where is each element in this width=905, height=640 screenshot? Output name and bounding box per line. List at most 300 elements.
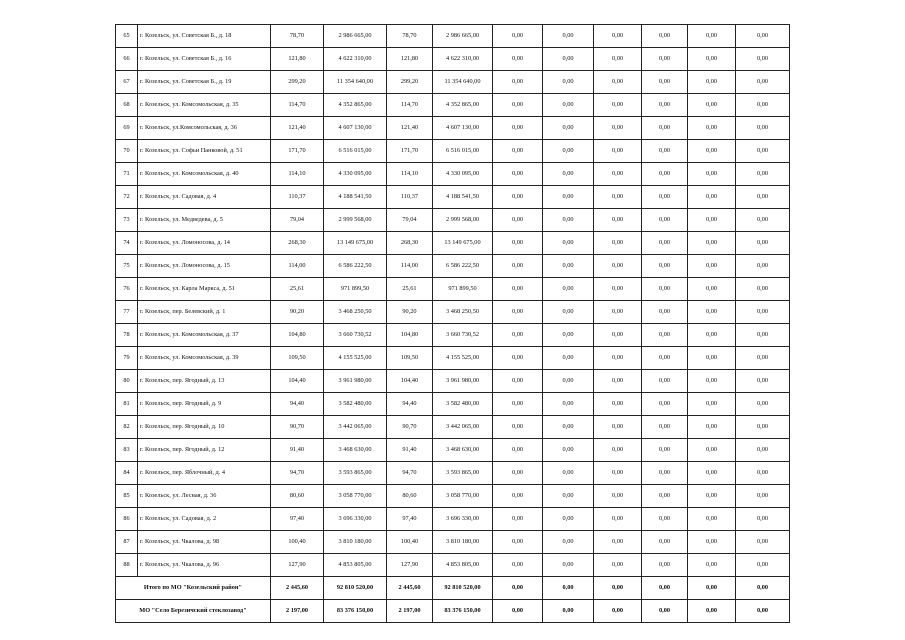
address-cell: г. Козельск, ул. Софьи Панковой, д. 51 — [138, 140, 271, 163]
area-cell: 104,40 — [271, 370, 324, 393]
value-cell: 0,00 — [642, 232, 688, 255]
value-cell: 0,00 — [543, 485, 594, 508]
area-cell: 109,50 — [387, 347, 433, 370]
value-cell: 0,00 — [736, 347, 790, 370]
area-cell: 94,70 — [271, 462, 324, 485]
value-cell: 0,00 — [493, 278, 543, 301]
value-cell: 0,00 — [493, 301, 543, 324]
value-cell: 0,00 — [736, 393, 790, 416]
area-cell: 114,00 — [271, 255, 324, 278]
cost-cell: 971 899,50 — [433, 278, 493, 301]
address-cell: г. Козельск, пер. Белевский, д. 1 — [138, 301, 271, 324]
area-cell: 97,40 — [271, 508, 324, 531]
value-cell: 0,00 — [642, 117, 688, 140]
value-cell: 0,00 — [543, 71, 594, 94]
total-value-cell: 0,00 — [594, 600, 642, 623]
area-cell: 91,40 — [271, 439, 324, 462]
value-cell: 0,00 — [543, 209, 594, 232]
total-value-cell: 0,00 — [736, 577, 790, 600]
value-cell: 0,00 — [642, 301, 688, 324]
cost-cell: 11 354 640,00 — [433, 71, 493, 94]
cost-cell: 4 330 095,00 — [324, 163, 387, 186]
row-number: 68 — [116, 94, 138, 117]
value-cell: 0,00 — [642, 531, 688, 554]
cost-cell: 6 586 222,50 — [433, 255, 493, 278]
total-value-cell: 0,00 — [642, 600, 688, 623]
value-cell: 0,00 — [493, 71, 543, 94]
value-cell: 0,00 — [642, 278, 688, 301]
area-cell: 90,20 — [271, 301, 324, 324]
value-cell: 0,00 — [543, 393, 594, 416]
value-cell: 0,00 — [493, 25, 543, 48]
cost-cell: 13 149 675,00 — [324, 232, 387, 255]
row-number: 80 — [116, 370, 138, 393]
value-cell: 0,00 — [594, 48, 642, 71]
cost-cell: 4 607 130,00 — [324, 117, 387, 140]
value-cell: 0,00 — [688, 71, 736, 94]
value-cell: 0,00 — [493, 186, 543, 209]
table-row — [116, 531, 790, 554]
value-cell: 0,00 — [594, 347, 642, 370]
area-cell: 114,70 — [271, 94, 324, 117]
area-cell: 79,04 — [387, 209, 433, 232]
table-row — [116, 140, 790, 163]
value-cell: 0,00 — [688, 255, 736, 278]
table-row — [116, 301, 790, 324]
cost-cell: 4 622 310,00 — [324, 48, 387, 71]
value-cell: 0,00 — [543, 140, 594, 163]
cost-cell: 3 961 980,00 — [433, 370, 493, 393]
cost-cell: 3 660 730,52 — [433, 324, 493, 347]
value-cell: 0,00 — [642, 347, 688, 370]
value-cell: 0,00 — [688, 439, 736, 462]
area-cell: 114,70 — [387, 94, 433, 117]
area-cell: 114,10 — [271, 163, 324, 186]
value-cell: 0,00 — [688, 48, 736, 71]
value-cell: 0,00 — [642, 462, 688, 485]
total-row — [116, 600, 790, 623]
row-number: 86 — [116, 508, 138, 531]
value-cell: 0,00 — [594, 508, 642, 531]
cost-cell: 11 354 640,00 — [324, 71, 387, 94]
value-cell: 0,00 — [642, 439, 688, 462]
row-number: 82 — [116, 416, 138, 439]
value-cell: 0,00 — [594, 324, 642, 347]
value-cell: 0,00 — [543, 117, 594, 140]
value-cell: 0,00 — [736, 508, 790, 531]
table-row — [116, 370, 790, 393]
total-label: Итого по МО "Козельский район" — [116, 577, 271, 600]
value-cell: 0,00 — [688, 25, 736, 48]
value-cell: 0,00 — [493, 163, 543, 186]
value-cell: 0,00 — [594, 554, 642, 577]
value-cell: 0,00 — [594, 186, 642, 209]
cost-cell: 2 999 568,00 — [324, 209, 387, 232]
area-cell: 121,80 — [271, 48, 324, 71]
value-cell: 0,00 — [543, 48, 594, 71]
value-cell: 0,00 — [642, 485, 688, 508]
value-cell: 0,00 — [493, 48, 543, 71]
cost-cell: 3 660 730,52 — [324, 324, 387, 347]
value-cell: 0,00 — [543, 370, 594, 393]
cost-cell: 6 516 015,00 — [324, 140, 387, 163]
cost-cell: 4 352 865,00 — [324, 94, 387, 117]
value-cell: 0,00 — [736, 462, 790, 485]
value-cell: 0,00 — [543, 462, 594, 485]
area-cell: 90,20 — [387, 301, 433, 324]
cost-cell: 2 999 568,00 — [433, 209, 493, 232]
value-cell: 0,00 — [543, 186, 594, 209]
address-cell: г. Козельск, ул. Советская Б., д. 18 — [138, 25, 271, 48]
cost-cell: 3 058 770,00 — [324, 485, 387, 508]
value-cell: 0,00 — [493, 117, 543, 140]
value-cell: 0,00 — [594, 393, 642, 416]
table-row — [116, 25, 790, 48]
value-cell: 0,00 — [594, 278, 642, 301]
total-area-cell: 2 197,00 — [271, 600, 324, 623]
table-row — [116, 209, 790, 232]
area-cell: 79,04 — [271, 209, 324, 232]
row-number: 77 — [116, 301, 138, 324]
cost-cell: 6 586 222,50 — [324, 255, 387, 278]
area-cell: 100,40 — [387, 531, 433, 554]
value-cell: 0,00 — [493, 347, 543, 370]
area-cell: 121,40 — [387, 117, 433, 140]
value-cell: 0,00 — [543, 531, 594, 554]
total-area-cell: 2 445,60 — [387, 577, 433, 600]
area-cell: 110,37 — [387, 186, 433, 209]
area-cell: 268,30 — [387, 232, 433, 255]
cost-cell: 4 853 805,00 — [324, 554, 387, 577]
value-cell: 0,00 — [736, 94, 790, 117]
cost-cell: 3 058 770,00 — [433, 485, 493, 508]
address-cell: г. Козельск, ул. Карла Маркса, д. 51 — [138, 278, 271, 301]
value-cell: 0,00 — [736, 71, 790, 94]
row-number: 66 — [116, 48, 138, 71]
value-cell: 0,00 — [736, 301, 790, 324]
area-cell: 104,40 — [387, 370, 433, 393]
value-cell: 0,00 — [688, 117, 736, 140]
address-cell: г. Козельск, ул. Чкалова, д. 96 — [138, 554, 271, 577]
area-cell: 104,80 — [387, 324, 433, 347]
total-value-cell: 0,00 — [543, 600, 594, 623]
cost-cell: 6 516 015,00 — [433, 140, 493, 163]
value-cell: 0,00 — [736, 324, 790, 347]
value-cell: 0,00 — [688, 393, 736, 416]
value-cell: 0,00 — [543, 508, 594, 531]
value-cell: 0,00 — [736, 255, 790, 278]
value-cell: 0,00 — [736, 25, 790, 48]
row-number: 85 — [116, 485, 138, 508]
area-cell: 94,40 — [387, 393, 433, 416]
value-cell: 0,00 — [543, 324, 594, 347]
table-row — [116, 71, 790, 94]
value-cell: 0,00 — [493, 232, 543, 255]
cost-cell: 3 468 250,50 — [433, 301, 493, 324]
value-cell: 0,00 — [736, 163, 790, 186]
address-cell: г. Козельск, ул. Лесная, д. 36 — [138, 485, 271, 508]
value-cell: 0,00 — [688, 140, 736, 163]
housing-table — [115, 24, 790, 623]
value-cell: 0,00 — [543, 439, 594, 462]
value-cell: 0,00 — [543, 416, 594, 439]
address-cell: г. Козельск, ул.Комсомольская, д. 36 — [138, 117, 271, 140]
total-value-cell: 0,00 — [642, 577, 688, 600]
value-cell: 0,00 — [736, 48, 790, 71]
address-cell: г. Козельск, ул. Комсомольская, д. 35 — [138, 94, 271, 117]
area-cell: 104,80 — [271, 324, 324, 347]
value-cell: 0,00 — [642, 94, 688, 117]
table-row — [116, 255, 790, 278]
value-cell: 0,00 — [493, 416, 543, 439]
area-cell: 109,50 — [271, 347, 324, 370]
address-cell: г. Козельск, ул. Ломоносова, д. 15 — [138, 255, 271, 278]
table-row — [116, 117, 790, 140]
address-cell: г. Козельск, ул. Комсомольская, д. 37 — [138, 324, 271, 347]
cost-cell: 3 442 065,00 — [433, 416, 493, 439]
table-row — [116, 186, 790, 209]
total-cost-cell: 83 376 150,00 — [433, 600, 493, 623]
row-number: 88 — [116, 554, 138, 577]
cost-cell: 4 853 805,00 — [433, 554, 493, 577]
value-cell: 0,00 — [736, 140, 790, 163]
value-cell: 0,00 — [642, 48, 688, 71]
total-value-cell: 0,00 — [493, 577, 543, 600]
value-cell: 0,00 — [594, 209, 642, 232]
table-row — [116, 485, 790, 508]
address-cell: г. Козельск, ул. Советская Б., д. 19 — [138, 71, 271, 94]
value-cell: 0,00 — [688, 301, 736, 324]
value-cell: 0,00 — [493, 370, 543, 393]
area-cell: 127,90 — [387, 554, 433, 577]
cost-cell: 4 622 310,00 — [433, 48, 493, 71]
area-cell: 94,40 — [271, 393, 324, 416]
value-cell: 0,00 — [642, 71, 688, 94]
value-cell: 0,00 — [594, 117, 642, 140]
value-cell: 0,00 — [594, 163, 642, 186]
table-row — [116, 278, 790, 301]
value-cell: 0,00 — [543, 94, 594, 117]
value-cell: 0,00 — [736, 278, 790, 301]
cost-cell: 3 468 250,50 — [324, 301, 387, 324]
value-cell: 0,00 — [543, 347, 594, 370]
row-number: 81 — [116, 393, 138, 416]
value-cell: 0,00 — [594, 462, 642, 485]
table-row — [116, 416, 790, 439]
address-cell: г. Козельск, ул. Советская Б., д. 16 — [138, 48, 271, 71]
value-cell: 0,00 — [736, 117, 790, 140]
area-cell: 78,70 — [387, 25, 433, 48]
value-cell: 0,00 — [493, 255, 543, 278]
value-cell: 0,00 — [736, 370, 790, 393]
total-area-cell: 2 445,60 — [271, 577, 324, 600]
area-cell: 78,70 — [271, 25, 324, 48]
value-cell: 0,00 — [736, 186, 790, 209]
row-number: 69 — [116, 117, 138, 140]
address-cell: г. Козельск, ул. Комсомольская, д. 39 — [138, 347, 271, 370]
value-cell: 0,00 — [493, 209, 543, 232]
value-cell: 0,00 — [594, 439, 642, 462]
area-cell: 25,61 — [387, 278, 433, 301]
table-row — [116, 324, 790, 347]
value-cell: 0,00 — [688, 209, 736, 232]
address-cell: г. Козельск, пер. Ягодный, д. 9 — [138, 393, 271, 416]
value-cell: 0,00 — [594, 370, 642, 393]
value-cell: 0,00 — [688, 347, 736, 370]
value-cell: 0,00 — [642, 324, 688, 347]
cost-cell: 2 986 665,00 — [433, 25, 493, 48]
area-cell: 110,37 — [271, 186, 324, 209]
cost-cell: 3 593 865,00 — [324, 462, 387, 485]
value-cell: 0,00 — [543, 554, 594, 577]
row-number: 74 — [116, 232, 138, 255]
value-cell: 0,00 — [493, 94, 543, 117]
total-row — [116, 577, 790, 600]
table-row — [116, 554, 790, 577]
cost-cell: 3 468 630,00 — [433, 439, 493, 462]
table-row — [116, 508, 790, 531]
address-cell: г. Козельск, ул. Садовая, д. 2 — [138, 508, 271, 531]
area-cell: 299,20 — [387, 71, 433, 94]
cost-cell: 4 155 525,00 — [324, 347, 387, 370]
area-cell: 97,40 — [387, 508, 433, 531]
table-row — [116, 232, 790, 255]
total-cost-cell: 92 810 520,00 — [324, 577, 387, 600]
value-cell: 0,00 — [642, 554, 688, 577]
value-cell: 0,00 — [688, 370, 736, 393]
value-cell: 0,00 — [736, 209, 790, 232]
table-body — [116, 25, 790, 623]
total-label: МО "Село Березичский стеклозавод" — [116, 600, 271, 623]
row-number: 79 — [116, 347, 138, 370]
value-cell: 0,00 — [543, 255, 594, 278]
value-cell: 0,00 — [493, 140, 543, 163]
total-value-cell: 0,00 — [688, 600, 736, 623]
total-value-cell: 0,00 — [736, 600, 790, 623]
address-cell: г. Козельск, ул. Комсомольская, д. 40 — [138, 163, 271, 186]
row-number: 76 — [116, 278, 138, 301]
cost-cell: 3 961 980,00 — [324, 370, 387, 393]
row-number: 71 — [116, 163, 138, 186]
value-cell: 0,00 — [543, 278, 594, 301]
value-cell: 0,00 — [642, 255, 688, 278]
cost-cell: 4 188 541,50 — [324, 186, 387, 209]
value-cell: 0,00 — [688, 462, 736, 485]
area-cell: 114,10 — [387, 163, 433, 186]
address-cell: г. Козельск, ул. Чкалова, д. 98 — [138, 531, 271, 554]
value-cell: 0,00 — [642, 186, 688, 209]
value-cell: 0,00 — [642, 508, 688, 531]
cost-cell: 3 810 180,00 — [324, 531, 387, 554]
value-cell: 0,00 — [594, 416, 642, 439]
cost-cell: 4 330 095,00 — [433, 163, 493, 186]
value-cell: 0,00 — [688, 186, 736, 209]
value-cell: 0,00 — [642, 209, 688, 232]
row-number: 84 — [116, 462, 138, 485]
value-cell: 0,00 — [594, 301, 642, 324]
value-cell: 0,00 — [543, 301, 594, 324]
area-cell: 268,30 — [271, 232, 324, 255]
area-cell: 127,90 — [271, 554, 324, 577]
area-cell: 80,60 — [271, 485, 324, 508]
value-cell: 0,00 — [688, 531, 736, 554]
value-cell: 0,00 — [688, 278, 736, 301]
value-cell: 0,00 — [493, 462, 543, 485]
cost-cell: 4 188 541,50 — [433, 186, 493, 209]
row-number: 65 — [116, 25, 138, 48]
value-cell: 0,00 — [594, 485, 642, 508]
area-cell: 171,70 — [271, 140, 324, 163]
cost-cell: 2 986 665,00 — [324, 25, 387, 48]
address-cell: г. Козельск, пер. Ягодный, д. 13 — [138, 370, 271, 393]
cost-cell: 971 899,50 — [324, 278, 387, 301]
row-number: 72 — [116, 186, 138, 209]
value-cell: 0,00 — [736, 485, 790, 508]
value-cell: 0,00 — [642, 416, 688, 439]
value-cell: 0,00 — [594, 94, 642, 117]
value-cell: 0,00 — [493, 508, 543, 531]
value-cell: 0,00 — [493, 485, 543, 508]
value-cell: 0,00 — [736, 531, 790, 554]
value-cell: 0,00 — [543, 163, 594, 186]
value-cell: 0,00 — [736, 554, 790, 577]
total-value-cell: 0,00 — [493, 600, 543, 623]
address-cell: г. Козельск, пер. Яблочный, д. 4 — [138, 462, 271, 485]
value-cell: 0,00 — [594, 255, 642, 278]
row-number: 70 — [116, 140, 138, 163]
area-cell: 121,80 — [387, 48, 433, 71]
document-sheet — [115, 24, 790, 623]
cost-cell: 4 352 865,00 — [433, 94, 493, 117]
address-cell: г. Козельск, ул. Садовая, д. 4 — [138, 186, 271, 209]
area-cell: 121,40 — [271, 117, 324, 140]
value-cell: 0,00 — [642, 25, 688, 48]
total-value-cell: 0,00 — [543, 577, 594, 600]
table-row — [116, 393, 790, 416]
cost-cell: 3 696 330,00 — [433, 508, 493, 531]
area-cell: 25,61 — [271, 278, 324, 301]
row-number: 73 — [116, 209, 138, 232]
value-cell: 0,00 — [688, 232, 736, 255]
row-number: 75 — [116, 255, 138, 278]
total-value-cell: 0,00 — [594, 577, 642, 600]
value-cell: 0,00 — [642, 163, 688, 186]
address-cell: г. Козельск, ул. Медведева, д. 5 — [138, 209, 271, 232]
area-cell: 80,60 — [387, 485, 433, 508]
value-cell: 0,00 — [493, 393, 543, 416]
value-cell: 0,00 — [594, 531, 642, 554]
value-cell: 0,00 — [493, 531, 543, 554]
area-cell: 171,70 — [387, 140, 433, 163]
table-row — [116, 462, 790, 485]
area-cell: 90,70 — [387, 416, 433, 439]
value-cell: 0,00 — [594, 232, 642, 255]
value-cell: 0,00 — [688, 416, 736, 439]
value-cell: 0,00 — [543, 232, 594, 255]
value-cell: 0,00 — [736, 232, 790, 255]
cost-cell: 3 696 330,00 — [324, 508, 387, 531]
total-cost-cell: 83 376 150,00 — [324, 600, 387, 623]
value-cell: 0,00 — [642, 393, 688, 416]
total-area-cell: 2 197,00 — [387, 600, 433, 623]
value-cell: 0,00 — [594, 71, 642, 94]
table-row — [116, 94, 790, 117]
value-cell: 0,00 — [736, 439, 790, 462]
row-number: 78 — [116, 324, 138, 347]
address-cell: г. Козельск, пер. Ягодный, д. 10 — [138, 416, 271, 439]
address-cell: г. Козельск, пер. Ягодный, д. 12 — [138, 439, 271, 462]
value-cell: 0,00 — [688, 485, 736, 508]
